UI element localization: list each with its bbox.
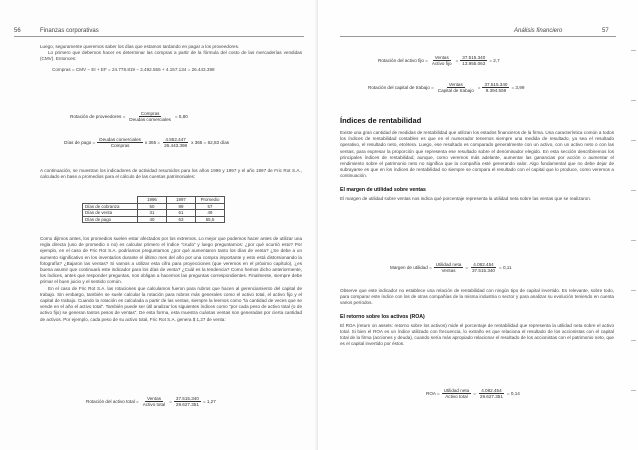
paragraph: A continuación, se muestran los indicadores de actividad resumidos para los años 1996 y 1997 y el año 1997 de Fric Rot S.A., calculado en base a promedios para el cálculo de las cuentas patrimoniales: — [40, 168, 302, 180]
fraction — [482, 82, 509, 93]
fraction — [442, 388, 472, 399]
fraction — [127, 111, 173, 122]
denominator: 29.627.351 — [479, 394, 503, 399]
fraction — [141, 396, 167, 407]
formula-label: Rotación de proveedores = — [70, 114, 126, 119]
roa-formula: ROA = $\frac{\text{Utilidad neta}}{\text{Activo total}}$ = $\frac{4.082.454}{29.627.351}$ = 0,14 — [426, 388, 520, 399]
numerator: 4.552.447 — [165, 137, 186, 142]
table-header: 1996 — [138, 197, 167, 204]
fraction — [162, 137, 189, 148]
paragraph: Luego, seguramente queremos saber los días que estamos tardando en pagar a los proveedores. — [40, 44, 240, 49]
paragraph: En el caso de Fric Rot S.A. las rotaciones que calculamos fueron para rubros que hacen al gerenciamiento del capital de trabajo. Sin embargo, también se suele calcular la rotación para rubros más generales como el activo total, el activo fijo y el capital de trabajo. Cuando la rotación es calculada a partir de las ventas, siempre la leemos como “la cantidad de veces que se vende en el año el activo total”. También puede ser útil analizar los siguientes índices como “por cada peso de activo total (o de activo fijo) se generan tantos pesos de ventas”. De esta forma, esta muestra cuántas ventas son generadas por cierta cantidad de activos. Por ejemplo, cada peso de su activo total, Fric Rot S.A. genera $ 1,27 de venta: — [40, 285, 302, 322]
denominator: 29.627.351 — [175, 402, 199, 407]
paragraph: El ROA (return on assets: retorno sobre los activos) mide el porcentaje de rentabilidad que representa la utilidad neta sobre el activo total. Si bien el ROA es un índice utilizado con frecuencia, lo extraño es que relaciona el resultado de los accionistas con el capital total de la firma (acciones y deuda), cuando sería más apropiado relacionar el resultado de los accionistas con el patrimonio neto, que es el capital invertido por éstos. — [340, 322, 614, 347]
compras-formula: Compras = CMV − EI + EF = 24.778.819 − 2.492.555 + 4.157.134 = 26.443.398 — [52, 66, 215, 72]
denominator: 37.515.340 — [472, 268, 495, 273]
denominator: Activo fijo — [431, 61, 452, 66]
left-page — [0, 0, 318, 450]
table-cell: Días de venta — [83, 210, 138, 217]
denominator: Compras — [110, 143, 130, 148]
table-cell: 55,5 — [196, 216, 225, 223]
dias-pago-formula — [64, 137, 229, 148]
formula-label: Margen de utilidad = — [390, 265, 432, 270]
table-cell: 61 — [167, 210, 196, 217]
fraction — [470, 262, 497, 273]
numerator: Ventas — [146, 396, 161, 401]
formula-label: Rotación del activo fijo = — [378, 58, 428, 63]
rotacion-proveedores-formula — [70, 111, 188, 122]
formula-label: Rotación del activo total = — [86, 399, 139, 404]
right-page — [318, 0, 638, 450]
page-edge-marks — [630, 40, 636, 440]
numerator: Utilidad neta — [435, 262, 462, 267]
activity-indicators-table — [82, 196, 225, 223]
fraction — [174, 396, 201, 407]
table-cell: Días de pago — [83, 216, 138, 223]
formula-result: = 1,27 — [202, 399, 216, 404]
margen-utilidad-formula: Margen de utilidad = $\frac{\text{Utilidad neta}}{\text{Ventas}}$ = $\frac{4.082.454}{37.515.340}$ = 0,11 — [390, 262, 512, 273]
formula-label: ROA = — [426, 391, 440, 396]
numerator: Compras — [140, 111, 160, 116]
subsection-title: El retorno sobre los activos (ROA) — [340, 313, 425, 320]
table-cell: 49 — [196, 210, 225, 217]
table-cell: 40 — [138, 216, 167, 223]
table-cell: 89 — [167, 203, 196, 210]
fraction — [434, 262, 464, 273]
formula-result: = 0,14 — [506, 391, 520, 396]
paragraph: El margen de utilidad sobre ventas nos indica qué porcentaje representa la utilidad neta sobre las ventas que se realizaron. — [340, 195, 592, 201]
table-cell: 57 — [196, 203, 225, 210]
table-cell: 50 — [138, 203, 167, 210]
numerator: 4.082.454 — [473, 262, 494, 267]
numerator: Deudas comerciales — [99, 137, 141, 142]
formula-result: = 3,99 — [511, 85, 525, 90]
denominator: Activo total — [142, 402, 166, 407]
page-number-right: 57 — [602, 28, 609, 34]
running-head-left: Finanzas corporativas — [40, 28, 99, 34]
page-number-left: 56 — [14, 28, 21, 34]
fraction — [436, 82, 476, 93]
paragraph: Observe que este indicador no establece una relación de rentabilidad con ningún tipo de capital invertido. Es relevante, sobre todo, para comparar este índice con los de otras compañías de la misma industria o sector y para analizar su evolución teniendo en cuenta varios períodos. — [340, 288, 614, 306]
formula-result: = 2,7 — [489, 58, 500, 63]
paragraph: Como dijimos antes, los promedios suelen estar afectados por los extremos. Lo mejor que podemos hacer antes de utilizar una regla directa (uso de promedio o no) es calcular primero el índice “crudo” y luego preguntarnos: ¿por qué ocurrió esto? Por ejemplo, en el caso de Fric Rot S.A. podríamos preguntarnos ¿por qué aumentaron tanto los días de venta? ¿Se debe a un aumento significativo en los inventarios durante el último mes del año por una compra importante y esto está distorsionando la fotografía? ¿Bajaron las ventas? Si vamos a utilizar esta cifra para proyecciones (que veremos en el próximo capítulo), ¿es buena asumir que continuará este indicador para los días de venta? ¿Cuál es la tendencia? Como hemos dicho anteriormente, los índices, antes que responder preguntas, nos obligan a hacernos las preguntas correspondientes. Finalmente, siempre debe primar el buen juicio y el sentido común. — [40, 236, 302, 285]
table-cell: Días de cobranza — [83, 203, 138, 210]
numerator: Ventas — [434, 55, 449, 60]
denominator: Activo total — [445, 394, 468, 399]
denominator: Deudas comerciales — [129, 117, 171, 122]
subsection-title: El margen de utilidad sobre ventas — [340, 186, 426, 193]
rotacion-activo-total-formula: Rotación del activo total = $\frac{\text{Ventas}}{\text{Activo total}}$ = $\frac{37.515.340}{29.627.351}$ = 1,27 — [86, 396, 216, 407]
denominator: Ventas — [441, 268, 456, 273]
denominator: 26.443.398 — [164, 143, 188, 148]
fraction — [460, 55, 487, 66]
formula-operator: x 365 = — [144, 140, 161, 145]
denominator: Capital de trabajo — [437, 88, 474, 93]
numerator: 37.515.340 — [175, 396, 199, 401]
header-rule-left — [14, 36, 304, 37]
numerator: 37.515.340 — [484, 82, 508, 87]
formula-result: = 0,11 — [499, 265, 512, 270]
header-rule-right — [340, 36, 616, 37]
numerator: 4.082.454 — [481, 388, 502, 393]
running-head-right: Análisis financiero — [514, 28, 563, 34]
table-header: Promedio — [196, 197, 225, 204]
numerator: Utilidad neta — [443, 388, 470, 393]
table-header: 1997 — [167, 197, 196, 204]
numerator: 37.515.340 — [462, 55, 486, 60]
formula-result: x 365 = 62,83 días — [191, 140, 230, 145]
formula-result: = 5,80 — [174, 114, 188, 119]
denominator: 9.394.559 — [485, 88, 507, 93]
numerator: Ventas — [448, 82, 463, 87]
table-row — [83, 216, 225, 223]
section-title: Índices de rentabilidad — [340, 116, 422, 125]
table-cell: 31 — [138, 210, 167, 217]
fraction — [97, 137, 143, 148]
table-cell: 63 — [167, 216, 196, 223]
formula-label: Rotación del capital de trabajo = — [368, 85, 434, 90]
paragraph: Existe una gran cantidad de medidas de rentabilidad que utilizan los estados financieros de la firma. Una característica común a todos los índices de rentabilidad contables es que en el numerador tenemos siempre una medida de resultado, ya sea el resultado operativo, el resultado neto, etcétera. Luego, ese resultado es comparado generalmente con un activo, con un activo neto o con las ventas, para expresar la proporción que representa ese resultado sobre el denominador elegido. En esta sección describiremos los principales índices de rentabilidad, aunque, como veremos más adelante, aumentar las ganancias por acción o aumentar el rendimiento sobre el patrimonio neto no significa que la compañía esté generando valor. Algo fundamental que no debe dejar de subrayarse es que en los índices de rentabilidad no siempre se compara el resultado con el capital que lo produce, como veremos a continuación. — [340, 130, 614, 179]
denominator: 13.955.063 — [462, 61, 486, 66]
fraction — [430, 55, 454, 66]
rotacion-capital-trabajo-formula: Rotación del capital de trabajo = $\frac{\text{Ventas}}{\text{Capital de trabajo}}$ = $\frac{37.515.340}{9.394.559}$ = 3,99 — [368, 82, 525, 93]
fraction — [478, 388, 505, 399]
paragraph: Lo primero que debemos hacer es determinar las compras a partir de la fórmula del costo de las mercaderías vendidas (CMV). Entonces: — [40, 50, 302, 62]
rotacion-activo-fijo-formula: Rotación del activo fijo = $\frac{\text{Ventas}}{\text{Activo fijo}}$ = $\frac{37.515.340}{13.955.063}$ = 2,7 — [378, 55, 500, 66]
formula-label: Días de pago = — [64, 140, 96, 145]
